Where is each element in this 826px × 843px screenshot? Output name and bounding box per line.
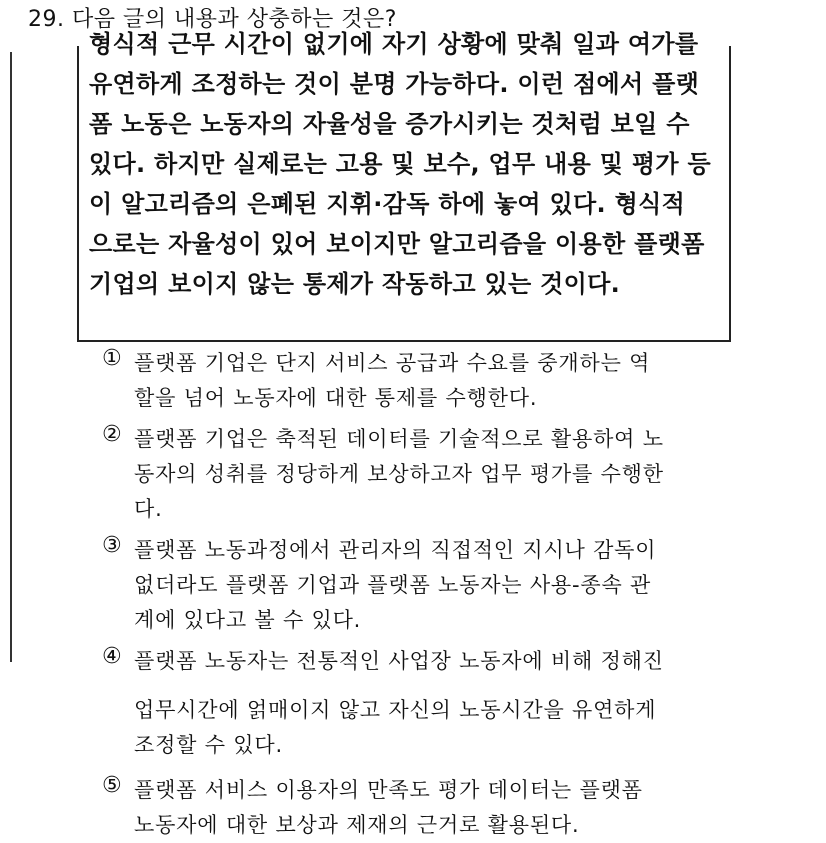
choice-2[interactable] [102,422,762,527]
passage-line: 폼 노동은 노동자의 자율성을 증가시키는 것처럼 보일 수 [89,110,690,138]
choice-number: ③ [102,533,123,558]
choice-line: 다. [134,497,163,521]
choice-number: ② [102,422,123,447]
choice-line: 업무시간에 얽매이지 않고 자신의 노동시간을 유연하게 [134,698,657,722]
choice-4-continued[interactable] [102,693,762,763]
choice-number: ① [102,346,123,371]
choice-line: 노동자에 대한 보상과 제재의 근거로 활용된다. [134,813,580,837]
choice-5[interactable] [102,773,762,843]
choice-number: ④ [102,644,123,669]
choice-line: 계에 있다고 볼 수 있다. [134,608,362,632]
passage-line: 있다. 하지만 실제로는 고용 및 보수, 업무 내용 및 평가 등 [89,150,712,178]
choice-3[interactable] [102,533,762,638]
choice-line: 플랫폼 기업은 단지 서비스 공급과 수요를 중개하는 역 [134,351,651,375]
margin-rule [10,52,12,662]
passage-text [89,24,725,304]
choice-line: 동자의 성취를 정당하게 보상하고자 업무 평가를 수행한 [134,462,664,486]
choice-line: 할을 넘어 노동자에 대한 통제를 수행한다. [134,386,538,410]
passage-line: 형식적 근무 시간이 없기에 자기 상황에 맞춰 일과 여가를 [89,30,699,58]
choice-1[interactable] [102,346,762,416]
choice-line: 플랫폼 서비스 이용자의 만족도 평가 데이터는 플랫폼 [134,778,643,802]
choice-line: 플랫폼 노동과정에서 관리자의 직접적인 지시나 감독이 [134,538,657,562]
choice-line: 플랫폼 노동자는 전통적인 사업장 노동자에 비해 정해진 [134,649,664,673]
choice-line: 플랫폼 기업은 축적된 데이터를 기술적으로 활용하여 노 [134,427,664,451]
passage-line: 유연하게 조정하는 것이 분명 가능하다. 이런 점에서 플랫 [89,70,700,98]
choice-number: ⑤ [102,773,123,798]
passage-line: 기업의 보이지 않는 통제가 작동하고 있는 것이다. [89,270,621,298]
passage-line: 으로는 자율성이 있어 보이지만 알고리즘을 이용한 플랫폼 [89,230,705,258]
choice-line: 조정할 수 있다. [134,733,283,757]
question-title: 29. 다음 글의 내용과 상충하는 것은? [28,7,397,32]
passage-line: 이 알고리즘의 은폐된 지휘·감독 하에 놓여 있다. 형식적 [89,190,686,218]
passage-box [77,30,731,342]
choice-line: 없더라도 플랫폼 기업과 플랫폼 노동자는 사용-종속 관 [134,573,652,597]
choice-4[interactable] [102,644,762,679]
answer-choices [102,346,762,843]
